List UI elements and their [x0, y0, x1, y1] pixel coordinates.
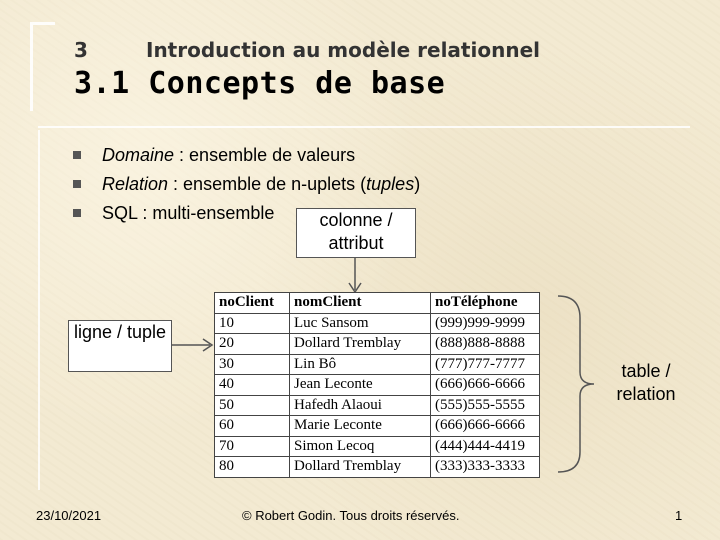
table-cell: (333)333-3333 [431, 457, 540, 478]
section-title: 3.1 Concepts de base [74, 66, 446, 101]
table-cell: Luc Sansom [290, 313, 431, 334]
bullet-suffix: ) [414, 174, 421, 194]
bullet-text: : ensemble de valeurs [174, 145, 356, 165]
table-cell: (555)555-5555 [431, 395, 540, 416]
table-brace [558, 296, 594, 472]
column-header: noTéléphone [431, 293, 540, 314]
table-cell: 10 [215, 313, 290, 334]
bullet-term: Relation [102, 174, 169, 194]
column-header: nomClient [290, 293, 431, 314]
table-cell: (999)999-9999 [431, 313, 540, 334]
footer-date: 23/10/2021 [36, 508, 102, 523]
bullet-text: SQL : multi-ensemble [102, 203, 275, 223]
column-attribute-callout: colonne / attribut [296, 208, 416, 258]
table-cell: (444)444-4419 [431, 436, 540, 457]
row-tuple-callout: ligne / tuple [68, 320, 172, 372]
table-cell: 80 [215, 457, 290, 478]
footer-copyright: © Robert Godin. Tous droits réservés. [242, 508, 460, 523]
page-number: 1 [675, 508, 683, 523]
table-cell: Dollard Tremblay [290, 457, 431, 478]
bullet-paren-term: tuples [366, 174, 415, 194]
relation-table [214, 292, 540, 478]
table-cell: Dollard Tremblay [290, 334, 431, 355]
table-row [215, 395, 540, 416]
table-row [215, 334, 540, 355]
table-cell: Lin Bô [290, 354, 431, 375]
table-cell: (888)888-8888 [431, 334, 540, 355]
chapter-title: Introduction au modèle relationnel [146, 38, 540, 62]
table-row [215, 354, 540, 375]
table-row [215, 313, 540, 334]
bullet-term: Domaine [102, 145, 175, 165]
table-header-row [215, 293, 540, 314]
table-cell: Jean Leconte [290, 375, 431, 396]
table-row [215, 457, 540, 478]
table-cell: Simon Lecoq [290, 436, 431, 457]
bullet-text: : ensemble de n-uplets ( [168, 174, 367, 194]
table-cell: Marie Leconte [290, 416, 431, 437]
table-row [215, 416, 540, 437]
table-cell: 20 [215, 334, 290, 355]
table-cell: 30 [215, 354, 290, 375]
table-row [215, 436, 540, 457]
table-cell: (666)666-6666 [431, 416, 540, 437]
table-cell: (666)666-6666 [431, 375, 540, 396]
table-row [215, 375, 540, 396]
table-cell: 50 [215, 395, 290, 416]
table-cell: 60 [215, 416, 290, 437]
table-cell: (777)777-7777 [431, 354, 540, 375]
table-cell: 70 [215, 436, 290, 457]
table-cell: 40 [215, 375, 290, 396]
table-relation-label: table / relation [616, 361, 676, 404]
column-header: noClient [215, 293, 290, 314]
chapter-number: 3 [74, 38, 88, 62]
table-cell: Hafedh Alaoui [290, 395, 431, 416]
